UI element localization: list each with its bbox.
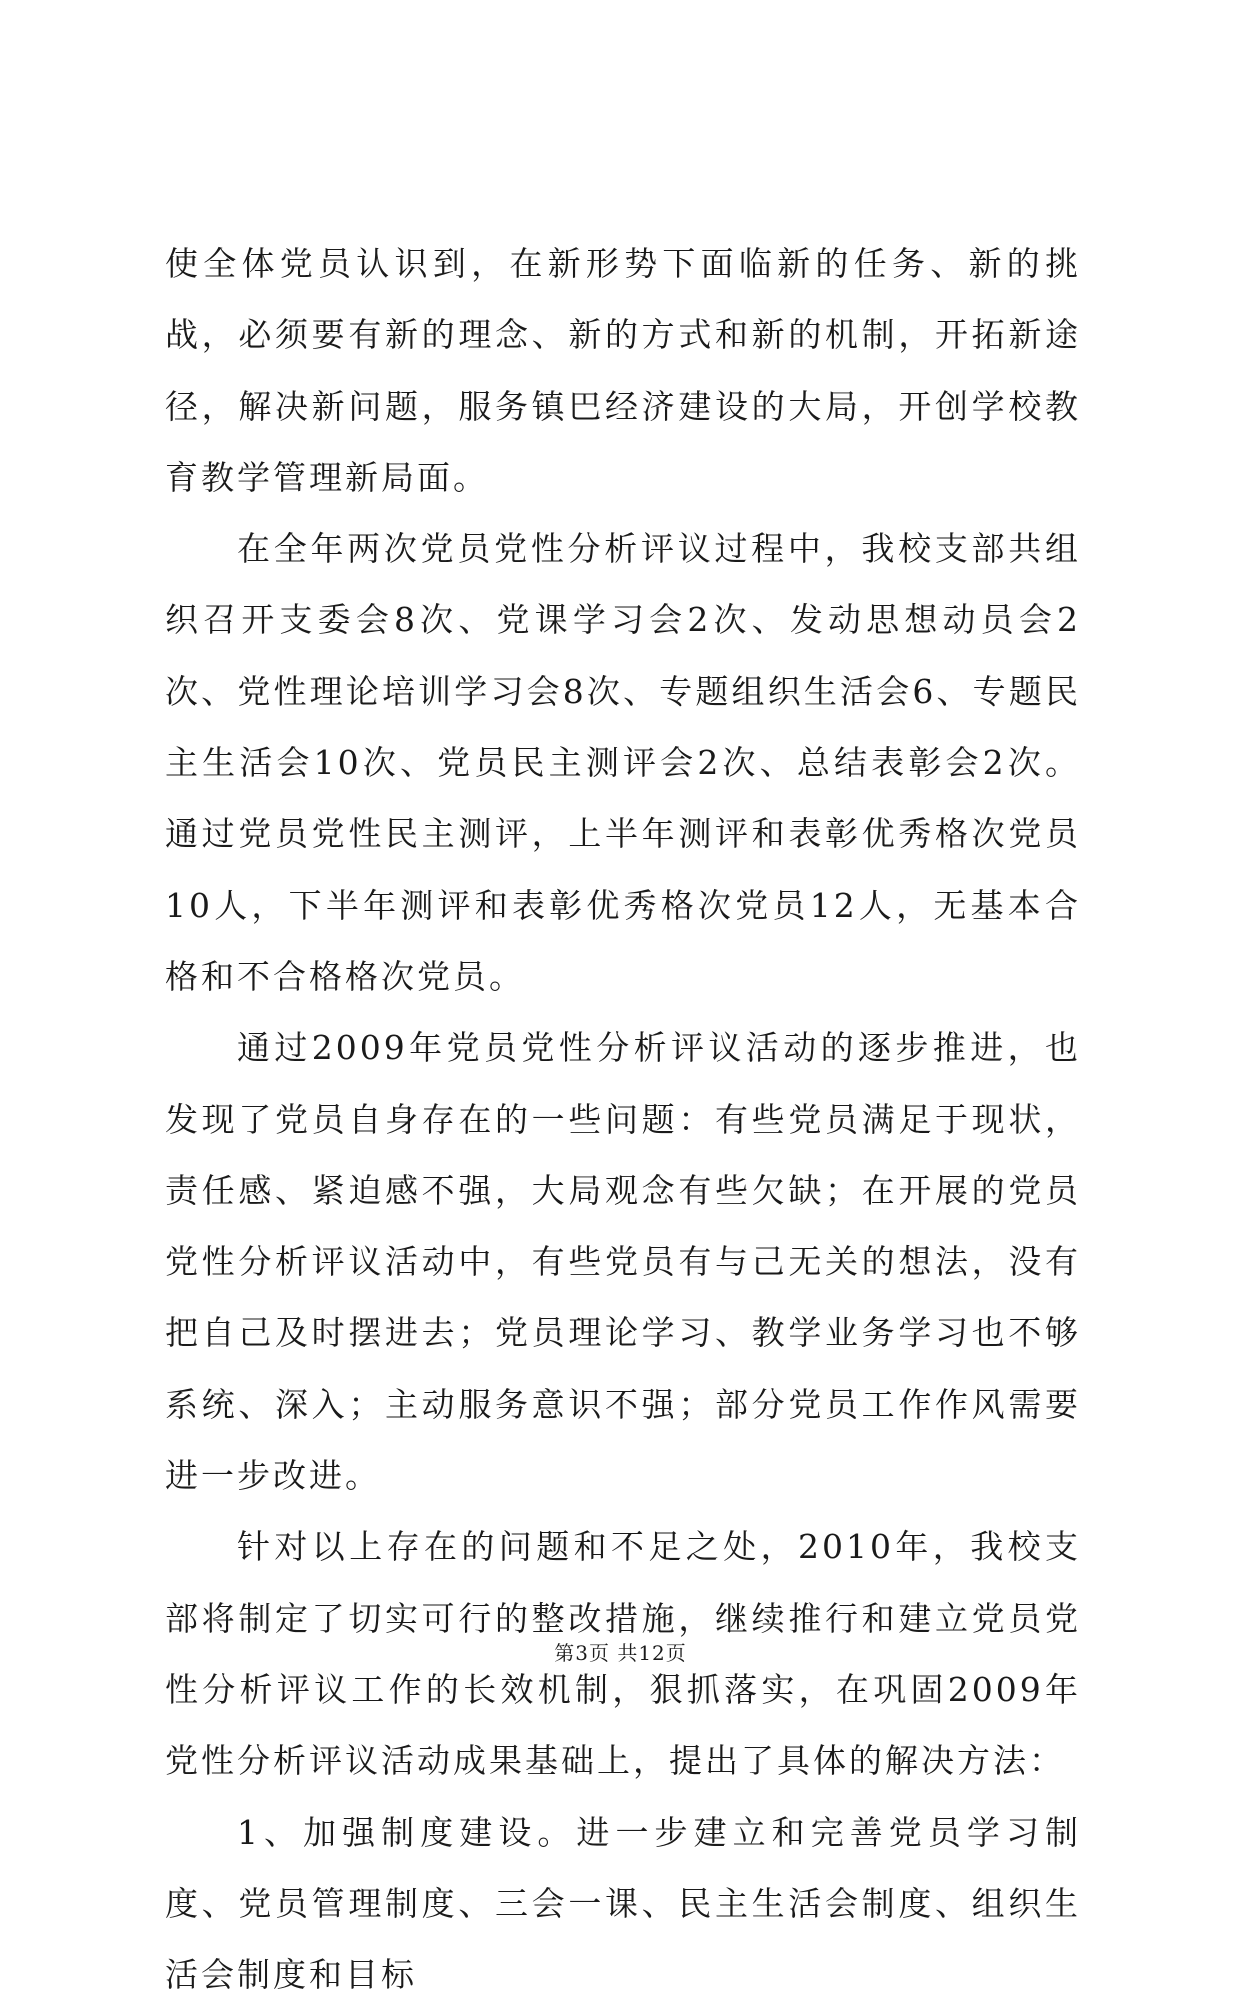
paragraph-continuation: 使全体党员认识到，在新形势下面临新的任务、新的挑战，必须要有新的理念、新的方式和新的机制，开拓新途径，解决新问题，服务镇巴经济建设的大局，开创学校教育教学管理新局面。 <box>165 244 1081 497</box>
document-body <box>165 228 1081 2010</box>
paragraph-problems-found: 通过2009年党员党性分析评议活动的逐步推进，也发现了党员自身存在的一些问题：有些党员满足于现状，责任感、紧迫感不强，大局观念有些欠缺；在开展的党员党性分析评议活动中，有些党员有与己无关的想法，没有把自己及时摆进去；党员理论学习、教学业务学习也不够系统、深入；主动服务意识不强；部分党员工作作风需要进一步改进。 <box>165 1028 1081 1496</box>
paragraph-meetings-summary: 在全年两次党员党性分析评议过程中，我校支部共组织召开支委会8次、党课学习会2次、发动思想动员会2次、党性理论培训学习会8次、专题组织生活会6、专题民主生活会10次、党员民主测评会2次、总结表彰会2次。通过党员党性民主测评，上半年测评和表彰优秀格次党员10人，下半年测评和表彰优秀格次党员12人，无基本合格和不合格格次党员。 <box>165 529 1081 996</box>
paragraph-rectification-plan: 针对以上存在的问题和不足之处，2010年，我校支部将制定了切实可行的整改措施，继续推行和建立党员党性分析评议工作的长效机制，狠抓落实，在巩固2009年党性分析评议活动成果基础上，提出了具体的解决方法： <box>165 1527 1081 1781</box>
paragraph-system-building: 1、加强制度建设。进一步建立和完善党员学习制度、党员管理制度、三会一课、民主生活会制度、组织生活会制度和目标 <box>165 1812 1081 1995</box>
page-number-footer: 第3页 共12页 <box>554 1641 687 1665</box>
